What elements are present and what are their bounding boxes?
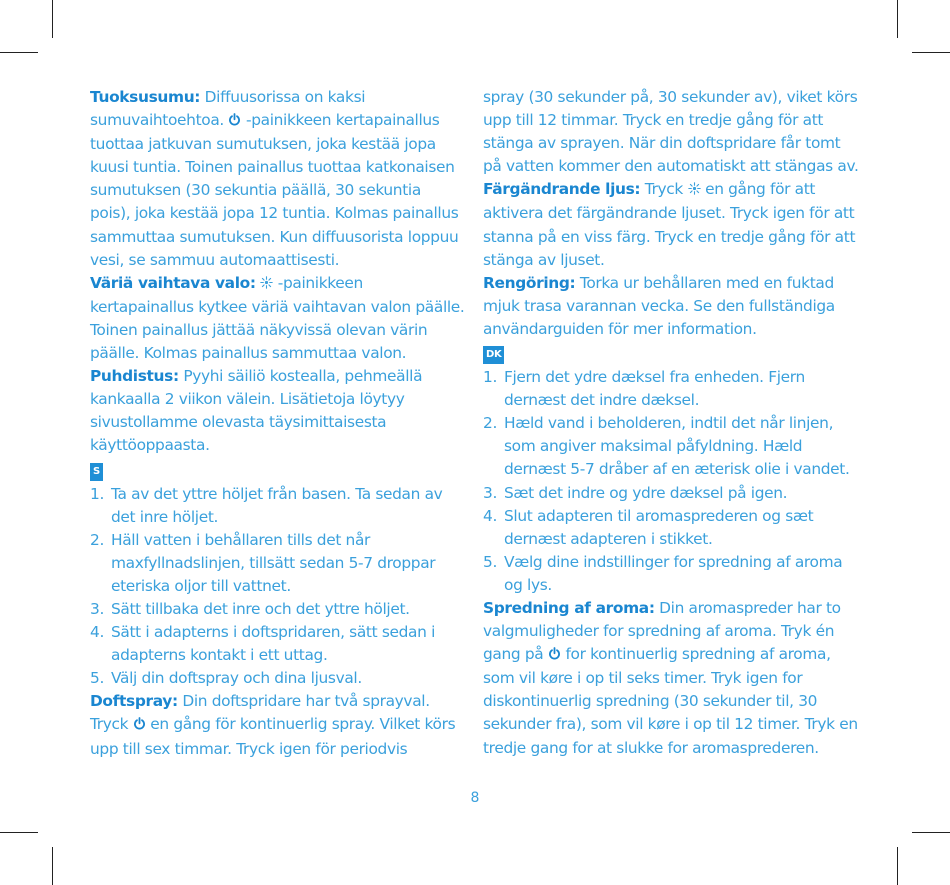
dk-spread-text-a: Din aromaspreder har to valgmuligheder for spredning af aroma. Tryk én gang på — [483, 598, 841, 664]
crop-mark-bl-v — [52, 847, 53, 885]
crop-mark-tl-v — [52, 0, 53, 38]
step-text: Välj din doftspray och dina ljusval. — [111, 669, 362, 688]
se-language-badge: S — [90, 463, 103, 481]
se-light-paragraph — [483, 178, 863, 271]
step-number: 3. — [483, 483, 497, 502]
step-number: 1. — [90, 484, 104, 503]
power-icon — [548, 644, 561, 667]
se-step-5 — [90, 667, 465, 690]
step-text: Vælg dine indstillinger for spredning af aroma og lys. — [504, 552, 843, 594]
se-step-3 — [90, 598, 465, 621]
fi-mist-text-b: -painikkeen kertapainallus tuottaa jatkuvan sumutuksen, joka kestää jopa kuusi tuntia. Toinen painallus tuottaa katkonaisen sumutuksen (30 sekuntia päällä, 30 sekuntia pois), joka kestää jopa 12 tuntia. Kolmas painallus sammuttaa sumutuksen. Kun diffuusorista loppuu vesi, se sammuu automaattisesti. — [90, 111, 459, 269]
right-column — [483, 86, 863, 760]
dk-step-2 — [483, 412, 863, 481]
step-number: 2. — [90, 530, 104, 549]
se-light-heading: Färgändrande ljus: — [483, 180, 641, 199]
dk-language-badge: DK — [483, 346, 504, 364]
dk-step-5 — [483, 551, 863, 597]
se-spray-text-b: en gång för kontinuerlig spray. Vilket körs upp till sex timmar. Tryck igen för periodvis — [90, 715, 456, 758]
dk-spread-heading: Spredning af aroma: — [483, 598, 655, 617]
step-number: 1. — [483, 368, 497, 387]
se-clean-text: Torka ur behållaren med en fuktad mjuk trasa varannan vecka. Se den fullständiga användarguiden för mer information. — [483, 273, 835, 338]
crop-mark-br-h — [912, 832, 950, 833]
se-spray-continued: spray (30 sekunder på, 30 sekunder av), viket körs upp till 12 timmar. Tryck en tredje gång för att stänga av sprayen. När din doftspridare får tomt på vatten kommer den automatiskt att stängas av. — [483, 88, 859, 176]
step-text: Sæt det indre og ydre dæksel på igen. — [504, 483, 788, 502]
step-text: Ta av det yttre höljet från basen. Ta sedan av det inre höljet. — [111, 484, 443, 526]
light-icon — [260, 273, 273, 296]
step-number: 5. — [90, 669, 104, 688]
page-number: 8 — [470, 790, 480, 806]
fi-clean-heading: Puhdistus: — [90, 367, 179, 386]
se-spray-heading: Doftspray: — [90, 692, 178, 711]
fi-mist-paragraph — [90, 86, 465, 272]
se-step-4 — [90, 621, 465, 667]
se-spray-paragraph — [90, 690, 465, 760]
power-icon — [228, 110, 241, 133]
crop-mark-br-v — [897, 847, 898, 885]
crop-mark-bl-h — [0, 832, 38, 833]
fi-mist-heading: Tuoksusumu: — [90, 88, 201, 106]
step-text: Häll vatten i behållaren tills det når maxfyllnadslinjen, tillsätt sedan 5-7 droppar eteriska oljor till vattnet. — [111, 530, 436, 595]
step-text: Fjern det ydre dæksel fra enheden. Fjern dernæst det indre dæksel. — [504, 368, 805, 410]
step-text: Sätt tillbaka det inre och det yttre höljet. — [111, 599, 410, 618]
se-spray-text-a: Din doftspridare har två sprayval. Tryck — [90, 692, 430, 734]
fi-light-text: -painikkeen kertapainallus kytkee väriä vaihtavan valon päälle. Toinen painallus jättää näkyvissä olevan värin päälle. Kolmas painallus sammuttaa valon. — [90, 273, 465, 363]
dk-step-4 — [483, 505, 863, 551]
step-text: Sätt i adapterns i doftspridaren, sätt sedan i adapterns kontakt i ett uttag. — [111, 623, 436, 665]
se-step-1 — [90, 483, 465, 529]
step-number: 2. — [483, 414, 497, 433]
fi-clean-paragraph — [90, 365, 465, 457]
se-light-text-a: Tryck — [640, 180, 688, 199]
crop-mark-tr-v — [897, 0, 898, 38]
fi-light-heading: Väriä vaihtava valo: — [90, 273, 256, 292]
fi-mist-text-a: Diffuusorissa on kaksi sumuvaihtoehtoa. — [90, 88, 366, 130]
fi-clean-text: Pyyhi säiliö kostealla, pehmeällä kankaalla 2 viikon välein. Lisätietoja löytyy sivustollamme olevasta täysimittaisesta käyttöoppaasta. — [90, 367, 423, 455]
se-step-2 — [90, 529, 465, 598]
step-number: 4. — [483, 506, 497, 525]
dk-steps-list — [483, 366, 863, 597]
dk-spread-paragraph — [483, 597, 863, 760]
step-number: 4. — [90, 623, 104, 642]
left-column — [90, 86, 465, 761]
fi-light-paragraph — [90, 272, 465, 365]
dk-spread-text-b: for kontinuerlig spredning af aroma, som vil køre i op til seks timer. Tryk igen for diskontinuerlig spredning (30 sekunder til, 30 sekunder fra), som vil køre i op til 12 timer. Tryk en tredje gang for at slukke for aromasprederen. — [483, 645, 858, 757]
crop-mark-tr-h — [912, 52, 950, 53]
step-text: Hæld vand i beholderen, indtil det når linjen, som angiver maksimal påfyldning. Hæld dernæst 5-7 dråber af en æterisk olie i vandet. — [504, 414, 850, 479]
step-number: 3. — [90, 599, 104, 618]
se-clean-paragraph — [483, 272, 863, 341]
se-clean-heading: Rengöring: — [483, 273, 576, 292]
step-text: Slut adapteren til aromasprederen og sæt dernæst adapteren i stikket. — [504, 506, 814, 548]
se-steps-list — [90, 483, 465, 691]
step-number: 5. — [483, 552, 497, 571]
dk-step-1 — [483, 366, 863, 412]
se-light-text-b: en gång för att aktivera det färgändrande ljuset. Tryck igen för att stanna på en viss färg. Tryck en tredje gång för att stänga av ljuset. — [483, 180, 856, 269]
crop-mark-tl-h — [0, 52, 38, 53]
power-icon — [133, 714, 146, 737]
dk-step-3 — [483, 482, 863, 505]
light-icon — [688, 179, 701, 202]
